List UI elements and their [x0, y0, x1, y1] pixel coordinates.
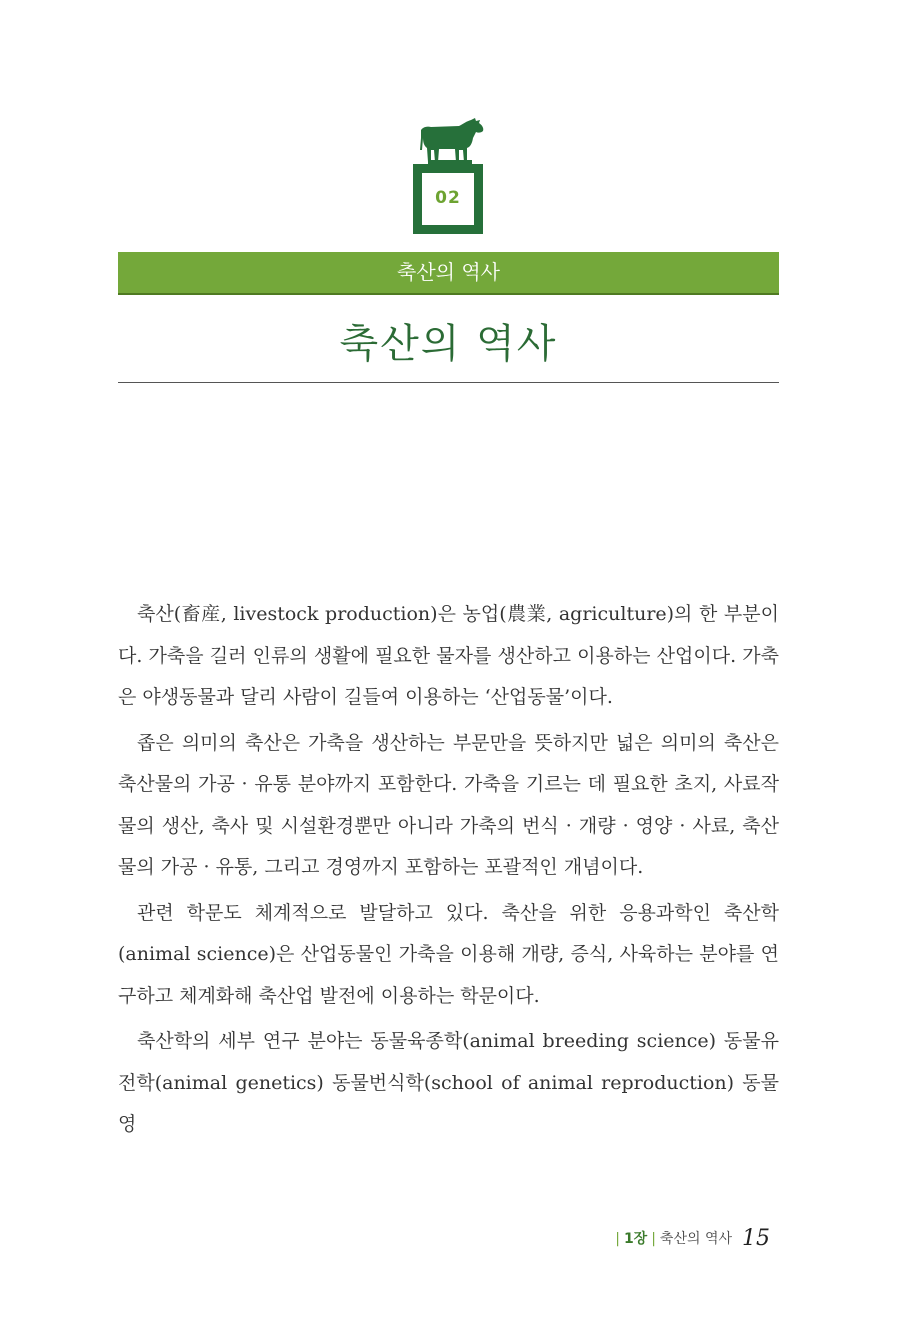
footer-separator: | [615, 1231, 620, 1247]
footer-section: 축산의 역사 [659, 1231, 732, 1247]
title-divider [118, 382, 779, 383]
chapter-number: 02 [435, 188, 461, 208]
chapter-number-box [413, 164, 483, 234]
paragraph: 관련 학문도 체계적으로 발달하고 있다. 축산을 위한 응용과학인 축산학(animal science)은 산업동물인 가축을 이용해 개량, 증식, 사육하는 분야를 연구하고 체계화해 축산업 발전에 이용하는 학문이다. [118, 901, 779, 1007]
body-text [118, 594, 779, 1150]
section-banner: 축산의 역사 [118, 252, 779, 295]
page-footer [560, 1226, 770, 1251]
chapter-emblem [413, 116, 483, 234]
footer-separator: | [651, 1231, 656, 1247]
footer-chapter: 1장 [623, 1231, 648, 1247]
page-title: 축산의 역사 [339, 321, 558, 367]
paragraph: 축산(畜産, livestock production)은 농업(農業, agriculture)의 한 부분이다. 가축을 길러 인류의 생활에 필요한 물자를 생산하고 이용하는 산업이다. 가축은 야생동물과 달리 사람이 길들여 이용하는 ‘산업동물’이다. [118, 603, 779, 708]
cow-icon [419, 116, 485, 166]
paragraph: 축산학의 세부 연구 분야는 동물육종학(animal breeding science) 동물유전학(animal genetics) 동물번식학(school of animal reproduction) 동물영 [118, 1030, 779, 1135]
paragraph: 좁은 의미의 축산은 가축을 생산하는 부문만을 뜻하지만 넓은 의미의 축산은 축산물의 가공 · 유통 분야까지 포함한다. 가축을 기르는 데 필요한 초지, 사료작물의 생산, 축사 및 시설환경뿐만 아니라 가축의 번식 · 개량 · 영양 · 사료, 축산물의 가공 · 유통, 그리고 경영까지 포함하는 포괄적인 개념이다. [118, 731, 779, 878]
page-number: 15 [742, 1226, 770, 1251]
